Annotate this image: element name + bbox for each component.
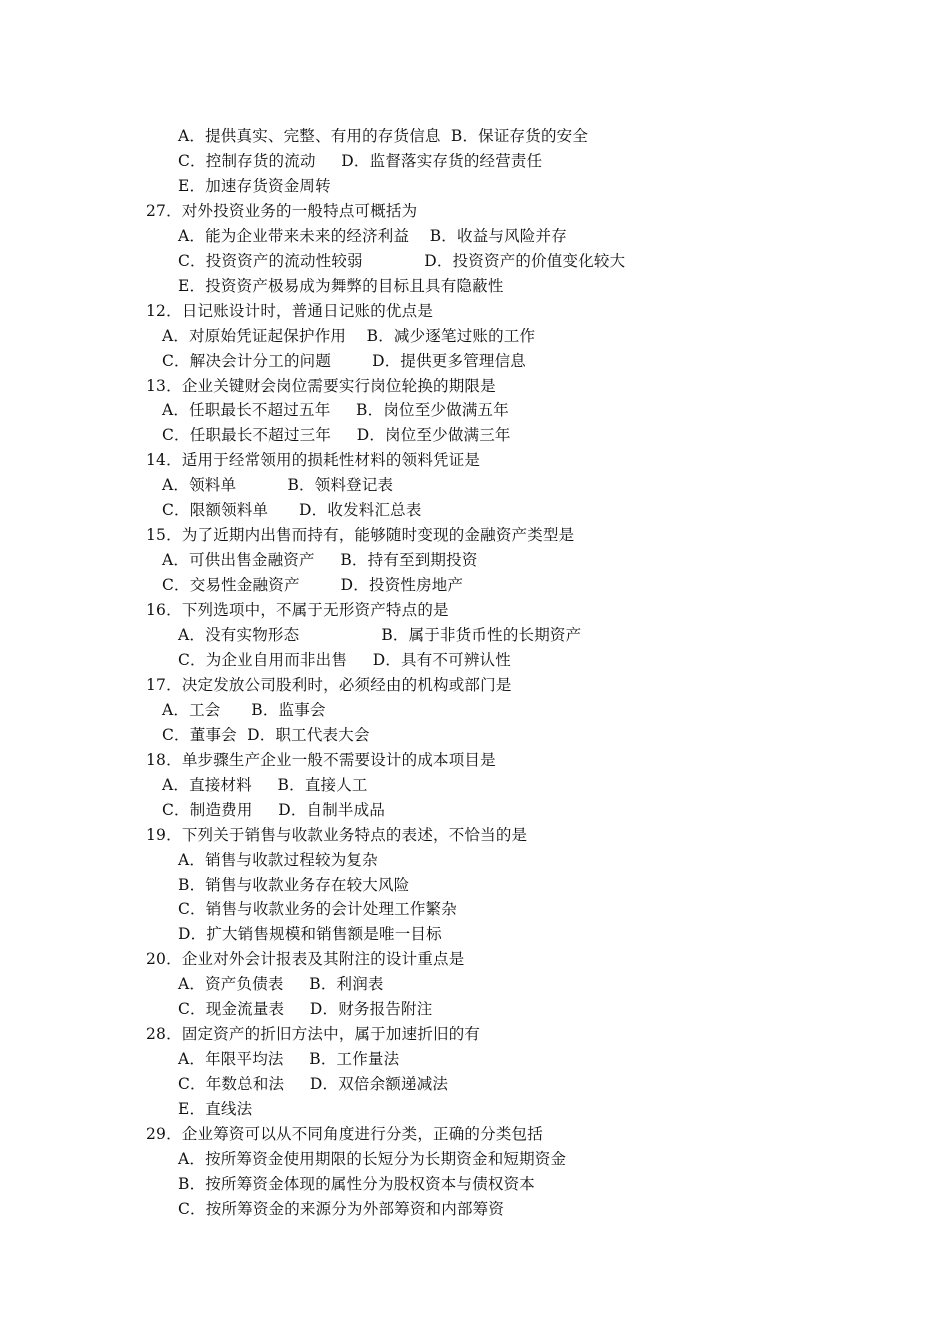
- question-line: 15．为了近期内出售而持有，能够随时变现的金融资产类型是: [146, 526, 575, 545]
- question-line: 18．单步骤生产企业一般不需要设计的成本项目是: [146, 750, 496, 769]
- option-line: A．工会 B．监事会: [162, 700, 326, 719]
- option-line: A．提供真实、完整、有用的存货信息 B．保证存货的安全: [178, 127, 589, 145]
- option-line: C．任职最长不超过三年 D．岗位至少做满三年: [162, 426, 511, 445]
- option-line: E．直线法: [178, 1100, 253, 1118]
- question-line: 29．企业筹资可以从不同角度进行分类，正确的分类包括: [146, 1125, 543, 1143]
- option-line: C．解决会计分工的问题 D．提供更多管理信息: [162, 351, 527, 370]
- option-line: C．年数总和法 D．双倍余额递减法: [178, 1075, 449, 1094]
- option-line: D．扩大销售规模和销售额是唯一目标: [178, 925, 442, 944]
- option-line: A．直接材料 B．直接人工: [162, 775, 368, 794]
- option-line: A．年限平均法 B．工作量法: [178, 1050, 400, 1069]
- option-line: A．对原始凭证起保护作用 B．减少逐笔过账的工作: [162, 326, 536, 345]
- option-line: A．能为企业带来未来的经济利益 B．收益与风险并存: [178, 226, 567, 245]
- question-line: 28．固定资产的折旧方法中，属于加速折旧的有: [146, 1025, 481, 1044]
- option-line: C．按所筹资金的来源分为外部筹资和内部筹资: [178, 1199, 505, 1218]
- question-line: 17．决定发放公司股利时，必须经由的机构或部门是: [146, 675, 512, 694]
- option-line: C．为企业自用而非出售 D．具有不可辨认性: [178, 650, 511, 669]
- option-line: B．销售与收款业务存在较大风险: [178, 875, 410, 894]
- option-line: A．销售与收款过程较为复杂: [178, 850, 378, 869]
- option-line: A．资产负债表 B．利润表: [178, 975, 384, 994]
- option-line: A．任职最长不超过五年 B．岗位至少做满五年: [162, 401, 509, 420]
- option-line: A．领料单 B．领料登记表: [162, 476, 394, 495]
- option-line: C．交易性金融资产 D．投资性房地产: [162, 576, 464, 595]
- question-line: 19．下列关于销售与收款业务特点的表述，不恰当的是: [146, 825, 528, 844]
- question-line: 27．对外投资业务的一般特点可概括为: [146, 201, 418, 220]
- question-line: 20．企业对外会计报表及其附注的设计重点是: [146, 950, 465, 969]
- option-line: E．加速存货资金周转: [178, 176, 331, 195]
- option-line: C．控制存货的流动 D．监督落实存货的经营责任: [178, 151, 543, 170]
- option-line: C．投资资产的流动性较弱 D．投资资产的价值变化较大: [178, 251, 626, 270]
- option-line: C．制造费用 D．自制半成品: [162, 800, 386, 819]
- option-line: A．可供出售金融资产 B．持有至到期投资: [162, 551, 478, 570]
- question-line: 16．下列选项中，不属于无形资产特点的是: [146, 601, 449, 619]
- option-line: C．销售与收款业务的会计处理工作繁杂: [178, 900, 457, 919]
- option-line: A．没有实物形态 B．属于非货币性的长期资产: [178, 626, 582, 644]
- question-line: 13．企业关键财会岗位需要实行岗位轮换的期限是: [146, 376, 496, 395]
- option-line: C．现金流量表 D．财务报告附注: [178, 1000, 433, 1019]
- question-line: 14．适用于经常领用的损耗性材料的领料凭证是: [146, 451, 481, 470]
- option-line: B．按所筹资金体现的属性分为股权资本与债权资本: [178, 1174, 535, 1193]
- question-line: 12．日记账设计时，普通日记账的优点是: [146, 301, 434, 320]
- option-line: A．按所筹资金使用期限的长短分为长期资金和短期资金: [178, 1149, 567, 1168]
- option-line: C．董事会 D．职工代表大会: [162, 725, 370, 744]
- option-line: E．投资资产极易成为舞弊的目标且具有隐蔽性: [178, 276, 504, 295]
- option-line: C．限额领料单 D．收发料汇总表: [162, 501, 422, 520]
